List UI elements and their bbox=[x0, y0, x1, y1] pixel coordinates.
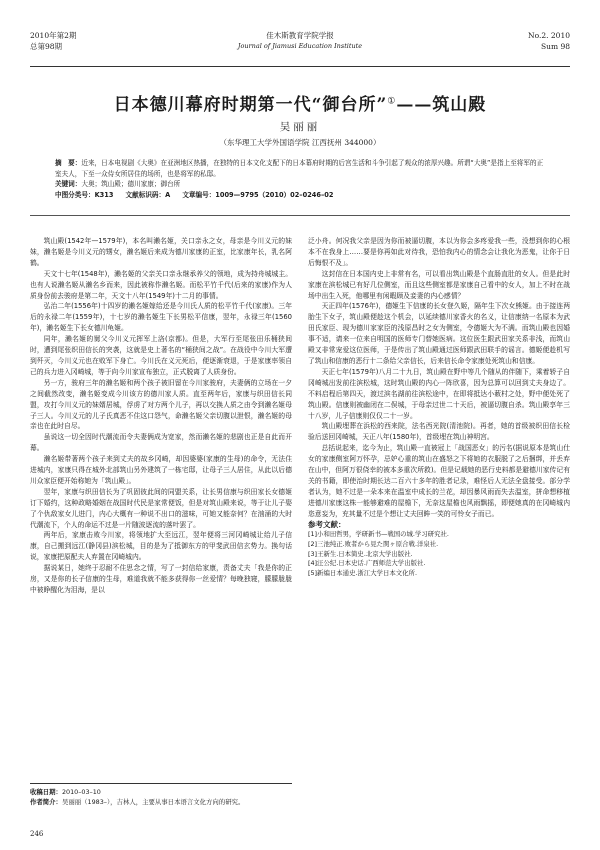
abstract bbox=[55, 158, 545, 179]
keywords-label: 关键词： bbox=[55, 180, 82, 188]
footnote bbox=[30, 783, 292, 807]
received-label: 收稿日期： bbox=[30, 788, 62, 796]
paragraph: 虽说这一切全因时代潮流而令夫妻俩成为宽家，然而濑名姬的悲剧也正是自此而开幕。 bbox=[30, 433, 292, 453]
title-tail: ——筑山殿 bbox=[396, 95, 487, 115]
author-bio-label: 作者简介： bbox=[30, 798, 62, 806]
abstract-label: 摘 要： bbox=[55, 159, 82, 167]
article-number bbox=[182, 191, 333, 199]
header-no: No.2. 2010 bbox=[528, 31, 570, 40]
paragraph: 据说某日，她终于忍耐不住思念之情，写了一封信给家康，责备丈夫「我是你的正房，又是你的长子信康的生母，难道我就不能多获得你一丝爱情？每晚独寝，朦朦胧胧中被睁醒化为泪海，是以 bbox=[30, 564, 292, 594]
reference-item: [3]王新生.日本简史.北京大学出版社. bbox=[308, 549, 413, 558]
page-number: 246 bbox=[30, 830, 44, 838]
paragraph: 总括说起来，迄今为止，筑山殿一直被冠上「战国恶女」的污名(据说原本是筑山仕女的家康侧室阿万怀孕，忌妒心重的筑山在盛怒之下将她的衣服脱了之后捆绑，并丢弃在山中，但阿万很侥幸的被本多重次所救)。但是记载她的恶行史料都是避德川家传记有关的书籍，即使治时期长达二百六十多年的胜者记录，难怪后人无法全盘接受。部分学者认为，她不过是一朵本来在温室中成长的兰花，却因暴风雨而失去温室，拼命想移植进德川家康这株一能够避难的屋檐下，无奈这屋檐也风雨飘摇，即便她真的在冈崎城内恣意妄为，充其量不过是个想让丈夫回眸一笑的可怜女子而已。 bbox=[308, 444, 570, 518]
received-date bbox=[30, 787, 292, 797]
paragraph: 泛小舟。何况我父亲是因为你而被逼切腹，本以为你会多疼爱我一些，没想到你的心根本不在我身上……要是你再如此对待我，恐怕我内心的情念会让我化为恶鬼，让你于日后悔恨不及」。 bbox=[308, 237, 570, 267]
doc-code bbox=[126, 191, 171, 199]
journal-name-en: Journal of Jiamusi Education Institute bbox=[237, 42, 363, 50]
author-bio bbox=[30, 797, 292, 807]
abstract-text: 近来，日本电视剧《大奥》在亚洲地区热播，在独特的日本文化支配下的日本幕府时期的后宫生活和斗争引起了观众的浓厚兴趣。所谓“大奥”是指上至将军的正室夫人，下至一众侍女所居住的场所，也是将军的私邸。 bbox=[55, 159, 544, 178]
abstract-block bbox=[55, 158, 545, 200]
classification-line bbox=[55, 190, 545, 201]
references-title: 参考文献： bbox=[308, 519, 346, 529]
author-name: 吴丽丽 bbox=[279, 121, 321, 133]
header-total: 总第98期 bbox=[30, 42, 63, 51]
art-value: 1009—9795（2010）02–0246–02 bbox=[215, 190, 334, 199]
title-footnote-mark: ① bbox=[387, 96, 397, 107]
header-issue-en bbox=[528, 30, 570, 52]
reference-item: [2]三池纯正.败者から見た関ヶ原合戦.洋泉社. bbox=[308, 540, 439, 549]
received-value: 2010–03–10 bbox=[61, 788, 101, 796]
abstract-divider bbox=[30, 215, 570, 216]
author-bio-value: 吴丽丽（1983–），吉林人，主要从事日本语言文化方向的研究。 bbox=[61, 798, 245, 806]
header-journal bbox=[30, 30, 570, 52]
reference-item: [4]汪公纪.日本史话.广西师范大学出版社. bbox=[308, 559, 426, 568]
clc-value: K313 bbox=[94, 190, 114, 199]
doc-value: A bbox=[165, 190, 171, 199]
paragraph: 天正七年(1579年)八月二十九日，筑山殿在野中等几个随从的伴随下，乘着轿子自冈崎城出发前往滨松城，这时筑山殿的内心一阵欣喜，因为总算可以回到丈夫身边了。不料启程后第四天，渡过滨名湖前往滨松途中，在即将抵达小薮村之处，野中便处死了筑山殿。信康则被幽闭在二俣城，于母亲过世二十天后，被逼切腹自杀。筑山殿享年三十八岁，儿子信康则仅仅二十一岁。 bbox=[308, 367, 570, 420]
clc-label: 中图分类号： bbox=[55, 190, 95, 199]
header-sum: Sum 98 bbox=[540, 42, 570, 51]
paragraph: 筑山殿埋葬在浜松的西来院，法名西光院(清池院)。再者，她的首级被织田信长检验后送回冈崎城，天正八年(1580年)，首级埋在筑山神明宫。 bbox=[308, 422, 570, 442]
paragraph: 濑名姬带著两个孩子来到丈夫的故乡冈崎，却因婆婆(家康的生母)的命令，无法住进城内，家康只得在城外北部筑山另外建筑了一栋宅邸，让母子三人居住，从此以后德川众家臣便开始称她为「筑山殿」。 bbox=[30, 455, 292, 485]
reference-item: [1]小和田哲男，学研新书—戦国の城.学习研究社. bbox=[308, 530, 449, 539]
article-title bbox=[0, 90, 600, 115]
paragraph: 天文十七年(1548年)，濑名姬的父亲关口亲永继承养父的领地，成为持舟城城主。也有人说濑名姬从濑名乡而来，因此被称作濑名姬。而松平竹千代(后来的家康)作为人质身份前去骏府是第二年，天文十八年(1549年)十二月的事情。 bbox=[30, 269, 292, 300]
keywords-text: 大奥；筑山殿；德川家康；御台所 bbox=[81, 180, 181, 188]
author-affiliation: （东华理工大学外国语学院 江西抚州 344000） bbox=[219, 138, 381, 147]
header-year: 2010年第2期 bbox=[30, 31, 77, 40]
right-column bbox=[308, 236, 570, 578]
paragraph: 另一方，骏府三年的濑名姬和两个孩子被旧留在今川家骏府，夫妻俩的立场在一夕之间截然改变，濑名姬变成今川该方的德川家人质。直至两年后，家康与织田信长同盟，攻打今川义元的妹婿居城，俘虏了对方两个儿子，再以交换人质之由令到濑名姬母子三人。今川义元的儿子氏真恶不住这口怨气，命濑名姬父亲切腹以泄恨，濑名姬的母亲也在此时自尽。 bbox=[30, 378, 292, 431]
left-column bbox=[30, 236, 292, 596]
paragraph: 天正四年(1576年)，德姬生下信康的长女登久姬，隔年生下次女熊姬。由于接连两胎生下女子，筑山殿便趁这个机会，以延续德川家香火的名义，让信康纳一名原本为武田氏家臣、现为德川家家臣的浅原昌时之女为侧室，令德姬大为不满。而筑山殿也因婚事不适，请来一位来自明国的医师专门替她医病。这位医生跟武田家关系非浅，而筑山殿又非常宠爱这位医师，于是传出了筑山殿通过医师跟武田联手的谣言。德姬便趁机写了筑山和信康的恶行十二条给父亲信长，后来信长命令家康处死筑山和信康。 bbox=[308, 302, 570, 365]
paragraph: 弘治二年(1556年)十四岁的濑名姬嫁给还是今川氏人质的松平竹千代(家康)。三年后的永禄二年(1559年)，十七岁的濑名姬生下长男松平信康，翌年，永禄三年(1560年)，濑名姬生下长女德川龟姬。 bbox=[30, 302, 292, 333]
paragraph: 两年后，家康击败今川家，将领地扩大至远江，翌年便将三河冈崎城让给儿子信康，自己搬到远江(静冈县)滨松城，目的是为了抵御东方的甲斐武田信玄势力。换句话说，家康把原配夫人弃置在冈崎城内。 bbox=[30, 531, 292, 562]
art-label: 文章编号： bbox=[182, 190, 216, 199]
title-main: 日本德川幕府时期第一代“御台所” bbox=[113, 95, 388, 115]
paragraph: 筑山殿(1542年—1579年)，本名叫濑名姬，关口亲永之女，母亲是今川义元的妹妹，濑名姬是今川义元的甥女，濑名姬后来成为德川家康的正室，比家康年长，乳名阿鹤。 bbox=[30, 237, 292, 267]
reference-item: [5]新编日本通史.浙江大学日本文化所. bbox=[308, 568, 417, 577]
running-header bbox=[30, 30, 570, 67]
clc bbox=[55, 191, 113, 199]
journal-name-cn: 佳木斯教育学院学报 bbox=[266, 31, 334, 40]
paragraph: 同年，濑名姬的舅父今川义元挥军上洛(京都)。但是，大军行至尾张田乐桶狭间时，遭到尾张织田信长的突袭，这就是史上著名的“桶狭间之战”。在战役中今川大军遭到歼灭，今川义元也在败军下身亡。今川氏在义元死后，便逐渐衰退，于是家康率领自己的兵力进入冈崎城，等于向今川家宣布独立，正式脱离了人质身份。 bbox=[30, 335, 292, 376]
doc-label: 文献标识码： bbox=[125, 190, 166, 199]
keywords bbox=[55, 179, 545, 190]
paragraph: 翌年，家康与织田信长为了巩固彼此间的同盟关系，让长男信康与织田家长女德姬订下婚约，这种政略婚姻在战国时代民是家常便饭，但是对筑山殿来说，等于让儿子娶了个仇敌家女儿进门，内心大概有一种说不出口的滋味，可她又能奈何？在汹涌的大时代潮流下，个人的命运不过是一片随波逐流的落叶罢了。 bbox=[30, 487, 292, 529]
paragraph: 这封信在日本国内史上非常有名，可以看出筑山殿是个直肠直肚的女人。但是此时家康在滨松城已有好几位侧室，而且这些侧室都是家康自己看中的女人，加上不时在战场中出生入死，他哪里有闲暇顾及妾妻的内心感情？ bbox=[308, 269, 570, 300]
